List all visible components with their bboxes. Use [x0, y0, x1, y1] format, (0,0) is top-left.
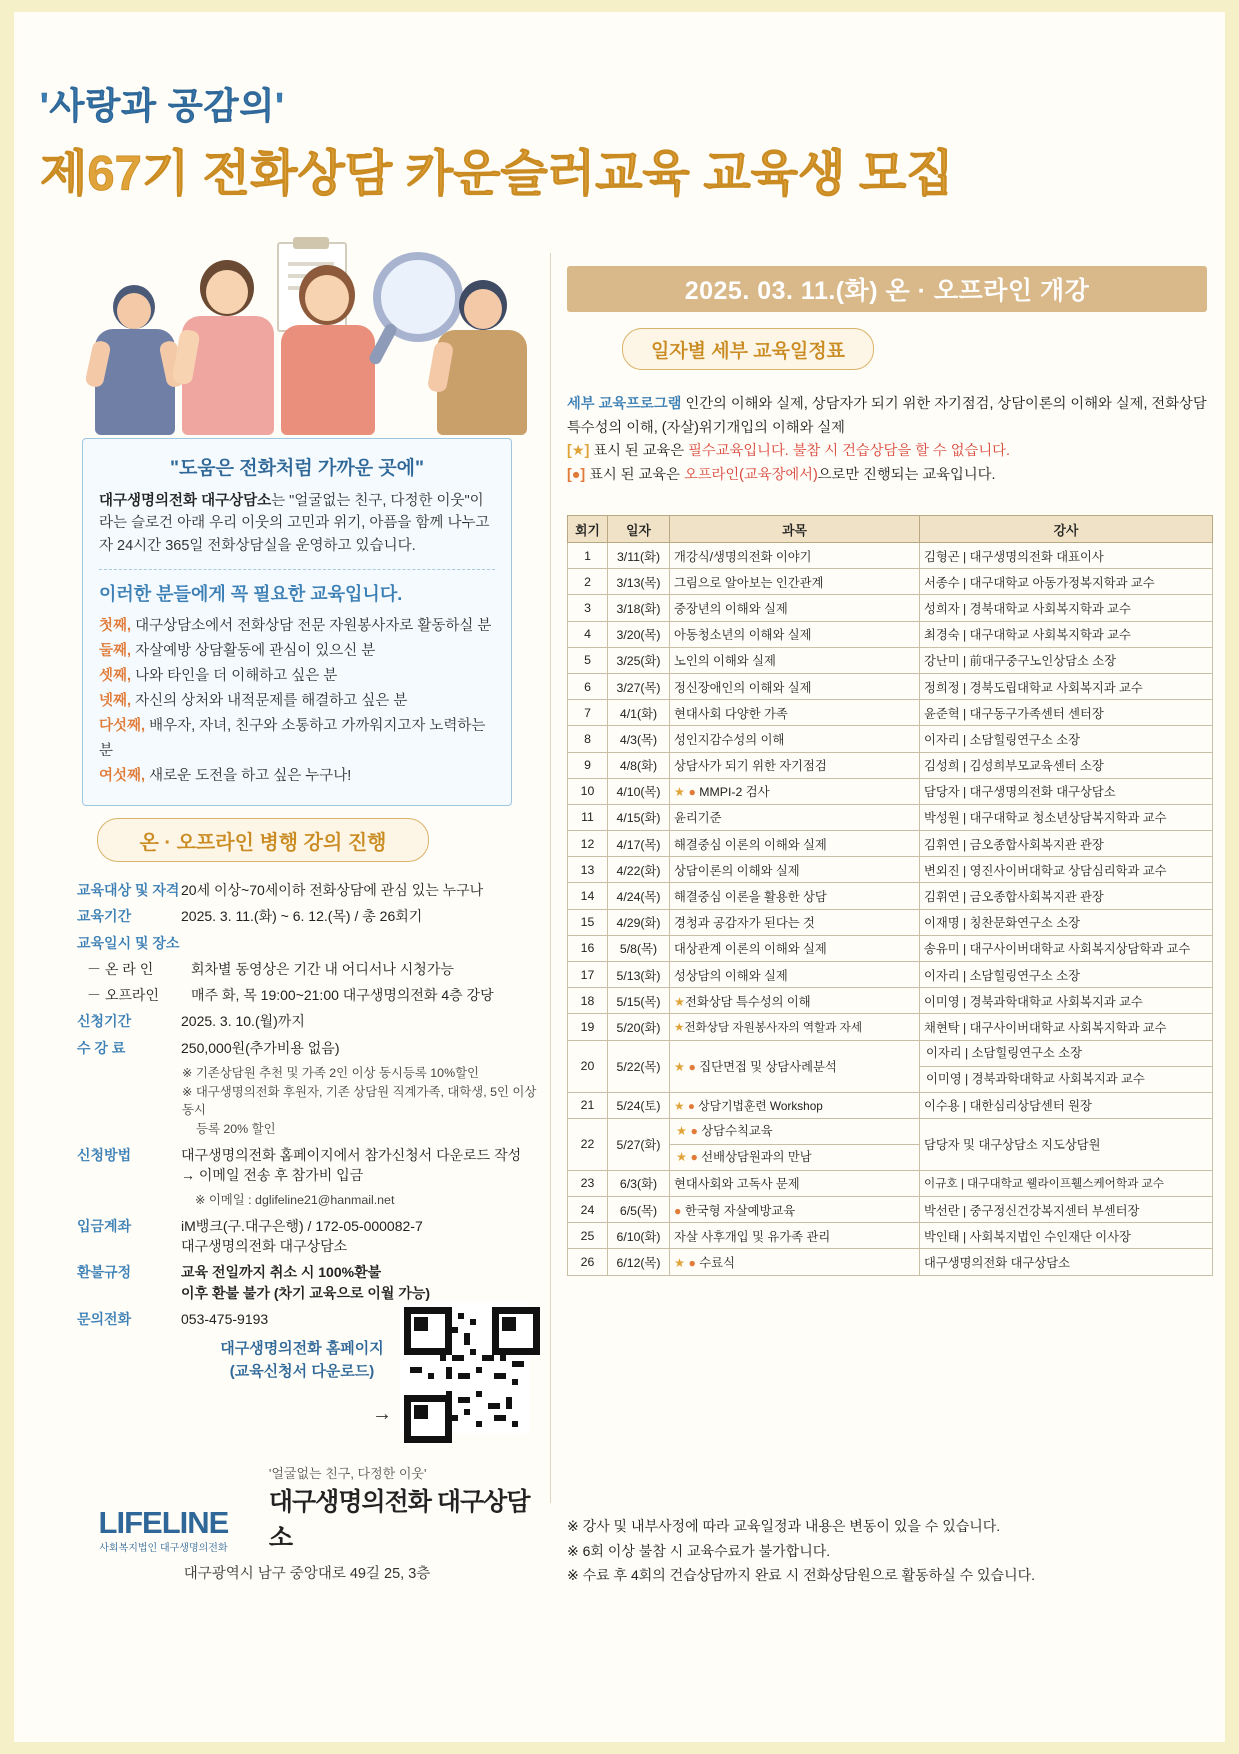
list-item-ordinal: 넷째,	[99, 693, 132, 710]
info-value: 매주 화, 목 19:00~21:00 대구생명의전화 4층 강당	[191, 987, 494, 1004]
table-row	[568, 752, 1213, 778]
list-item-text: 배우자, 자녀, 친구와 소통하고 가까워지고자 노력하는 분	[99, 718, 486, 760]
cell-subject: ★전화상담 특수성의 이해	[670, 988, 920, 1014]
cell-no: 17	[568, 962, 608, 988]
fee-notes	[182, 1064, 547, 1138]
people-illustration	[77, 230, 537, 435]
cell-subject-line2: ★ ● 선배상담원과의 만남	[676, 1149, 812, 1164]
cell-no: 5	[568, 647, 608, 673]
cell-no: 26	[568, 1249, 608, 1275]
table-row	[568, 883, 1213, 909]
cell-teacher: 박인태 | 사회복지법인 수인재단 이사장	[920, 1223, 1213, 1249]
th-teacher: 강사	[920, 516, 1213, 543]
organization-name: 대구생명의전화 대구상담소	[268, 1488, 530, 1552]
table-row	[568, 569, 1213, 595]
cell-date: 5/22(목)	[608, 1040, 670, 1092]
cell-no: 11	[568, 804, 608, 830]
table-header-row	[568, 516, 1213, 543]
cell-subject: 성인지감수성의 이해	[670, 726, 920, 752]
intro-box	[82, 438, 512, 806]
table-row	[568, 831, 1213, 857]
cell-no: 21	[568, 1092, 608, 1118]
cell-date: 4/22(화)	[608, 857, 670, 883]
th-no: 회기	[568, 516, 608, 543]
table-row	[568, 543, 1213, 569]
info-value: 2025. 3. 10.(월)까지	[181, 1013, 305, 1030]
cell-date: 5/20(화)	[608, 1014, 670, 1040]
apply-line: 대구생명의전화 홈페이지에서 참가신청서 다운로드 작성	[181, 1146, 522, 1163]
info-label: 신청방법	[77, 1146, 132, 1163]
cell-subject: 노인의 이해와 실제	[670, 647, 920, 673]
table-row	[568, 726, 1213, 752]
info-value: 250,000원(추가비용 없음)	[181, 1039, 340, 1056]
fee-note: ※ 기존상담원 추천 및 가족 2인 이상 동시등록 10%할인	[182, 1066, 480, 1081]
cell-teacher: 이자리 | 소담힐링연구소 소장	[920, 726, 1213, 752]
cell-date: 4/24(목)	[608, 883, 670, 909]
info-label: － 온 라 인	[87, 960, 154, 977]
table-row	[568, 1170, 1213, 1196]
info-value: 053-475-9193	[181, 1310, 269, 1327]
info-label: 교육일시 및 장소	[77, 934, 180, 951]
info-label: 신청기간	[77, 1013, 132, 1030]
footnote: ※ 수료 후 4회의 건습상담까지 완료 시 전화상담원으로 활동하실 수 있습니다.	[567, 1567, 1036, 1583]
intro-subtitle: 이러한 분들에게 꼭 필요한 교육입니다.	[99, 584, 403, 605]
cell-teacher-line1: 이자리 | 소담힐링연구소 소장	[920, 1041, 1212, 1067]
info-label: 교육대상 및 자격	[77, 882, 180, 898]
info-row-period	[77, 906, 547, 926]
list-item-ordinal: 셋째,	[99, 668, 132, 685]
table-row	[568, 700, 1213, 726]
illustration-person-1	[87, 285, 182, 435]
cell-date: 4/3(목)	[608, 726, 670, 752]
cell-date: 6/10(화)	[608, 1223, 670, 1249]
th-date: 일자	[608, 516, 670, 543]
cell-teacher: 강난미 | 前대구중구노인상담소 소장	[920, 647, 1213, 673]
qr-caption-line1: 대구생명의전화 홈페이지	[220, 1340, 384, 1357]
cell-subject: ★ ● 상담기법훈련 Workshop	[670, 1092, 920, 1118]
cell-date: 4/29(화)	[608, 909, 670, 935]
info-row-account	[77, 1216, 547, 1257]
logo-tagline: '얼굴없는 친구, 다정한 이웃'	[268, 1466, 427, 1481]
cell-subject: ● 한국형 자살예방교육	[670, 1196, 920, 1222]
footnotes	[567, 1514, 1217, 1588]
table-row	[568, 1196, 1213, 1222]
cell-date: 3/27(목)	[608, 673, 670, 699]
poster-header	[40, 78, 1040, 205]
cell-no: 25	[568, 1223, 608, 1249]
illustration-person-4	[429, 280, 534, 435]
cell-teacher: 이재명 | 칭찬문화연구소 소장	[920, 909, 1213, 935]
info-value: 2025. 3. 11.(화) ~ 6. 12.(목) / 총 26회기	[181, 908, 423, 925]
info-value	[181, 1145, 547, 1186]
cell-teacher: 박성원 | 대구대학교 청소년상담복지학과 교수	[920, 804, 1213, 830]
list-item-ordinal: 첫째,	[99, 618, 132, 635]
cell-subject: 자살 사후개입 및 유가족 관리	[670, 1223, 920, 1249]
list-item	[99, 639, 495, 664]
list-item-text: 나와 타인을 더 이해하고 싶은 분	[131, 668, 338, 685]
cell-subject: 해결중심 이론을 활용한 상담	[670, 883, 920, 909]
cell-no: 13	[568, 857, 608, 883]
cell-teacher: 송유미 | 대구사이버대학교 사회복지상담학과 교수	[920, 935, 1213, 961]
cell-subject: 현대사회와 고독사 문제	[670, 1170, 920, 1196]
footnote: ※ 6회 이상 불참 시 교육수료가 불가합니다.	[567, 1542, 831, 1559]
info-row-apply	[77, 1145, 547, 1186]
list-item-text: 자살예방 상담활동에 관심이 있으신 분	[131, 643, 376, 660]
info-label: 수 강 료	[77, 1039, 126, 1056]
header-line2: 제67기 전화상담 카운슬러교육 교육생 모집	[40, 147, 954, 201]
illustration-person-2	[172, 260, 282, 435]
cell-teacher: 김형곤 | 대구생명의전화 대표이사	[920, 543, 1213, 569]
cell-teacher: 채현탁 | 대구사이버대학교 사회복지학과 교수	[920, 1014, 1213, 1040]
list-item-ordinal: 다섯째,	[99, 718, 146, 735]
cell-no: 23	[568, 1170, 608, 1196]
cell-subject: 정신장애인의 이해와 실제	[670, 673, 920, 699]
table-row	[568, 962, 1213, 988]
table-row	[568, 857, 1213, 883]
cell-teacher: 김휘연 | 금오종합사회복지관 관장	[920, 831, 1213, 857]
cell-teacher: 이규호 | 대구대학교 웰라이프휄스케어학과 교수	[920, 1170, 1213, 1196]
table-row	[568, 778, 1213, 804]
cell-teacher: 대구생명의전화 대구상담소	[920, 1249, 1213, 1275]
account-line: iM뱅크(구.대구은행) / 172-05-000082-7	[181, 1217, 423, 1234]
table-row	[568, 1040, 1213, 1092]
fee-note: 등록 20% 할인	[196, 1121, 276, 1136]
info-row-refund	[77, 1262, 547, 1303]
cell-date: 4/17(목)	[608, 831, 670, 857]
info-row-fee	[77, 1038, 547, 1058]
table-row	[568, 647, 1213, 673]
list-item-ordinal: 둘째,	[99, 643, 132, 660]
cell-no: 20	[568, 1040, 608, 1092]
cell-date: 3/11(화)	[608, 543, 670, 569]
info-value	[181, 1216, 547, 1257]
list-item	[99, 764, 495, 789]
table-row	[568, 673, 1213, 699]
qr-caption-line2: (교육신청서 다운로드)	[229, 1362, 375, 1380]
cell-teacher-line2: 이미영 | 경북과학대학교 사회복지과 교수	[926, 1071, 1145, 1086]
intro-body-text: 는 "얼굴없는 친구, 다정한 이웃"이라는 슬로건 아래 우리 이웃의 고민과 위기, 아픔을 함께 나누고자 24시간 365일 전화상담실을 운영하고 있습니다.	[99, 493, 490, 554]
info-row-apply-period	[77, 1011, 547, 1031]
intro-body-prefix: 대구생명의전화 대구상담소	[99, 493, 272, 509]
footnote: ※ 강사 및 내부사정에 따라 교육일정과 내용은 변동이 있을 수 있습니다.	[567, 1518, 1001, 1534]
table-row	[568, 1014, 1213, 1040]
cell-teacher: 김성희 | 김성희부모교육센터 소장	[920, 752, 1213, 778]
cell-teacher: 이수용 | 대한심리상담센터 원장	[920, 1092, 1213, 1118]
fee-note: ※ 대구생명의전화 후원자, 기존 상담원 직계가족, 대학생, 5인 이상 동시	[182, 1084, 537, 1118]
apply-line: → 이메일 전송 후 참가비 입금	[181, 1166, 364, 1183]
cell-date: 6/5(목)	[608, 1196, 670, 1222]
cell-subject: 그림으로 알아보는 인간관계	[670, 569, 920, 595]
info-value: 20세 이상~70세이하 전화상담에 관심 있는 누구나	[181, 882, 484, 898]
cell-date: 4/8(화)	[608, 752, 670, 778]
info-value: 회차별 동영상은 기간 내 어디서나 시청가능	[191, 960, 454, 977]
cell-date: 4/1(화)	[608, 700, 670, 726]
cell-date: 6/12(목)	[608, 1249, 670, 1275]
cell-subject	[670, 1118, 920, 1170]
cell-date: 3/18(화)	[608, 595, 670, 621]
cell-subject: ★전화상담 자원봉사자의 역할과 자세	[670, 1014, 920, 1040]
cell-subject: 성상담의 이해와 실제	[670, 962, 920, 988]
cell-teacher: 변외진 | 영진사이버대학교 상담심리학과 교수	[920, 857, 1213, 883]
cell-teacher: 성희자 | 경북대학교 사회복지학과 교수	[920, 595, 1213, 621]
list-item-text: 새로운 도전을 하고 싶은 누구나!	[145, 768, 352, 785]
illustration-person-3	[267, 265, 387, 435]
table-row	[568, 1092, 1213, 1118]
lifeline-wordmark: LIFELINE	[98, 1505, 229, 1540]
cell-teacher: 박선란 | 중구정신건강복지센터 부센터장	[920, 1196, 1213, 1222]
schedule-table-body	[568, 543, 1213, 1276]
cell-subject: ★ ● MMPI-2 검사	[670, 778, 920, 804]
target-list	[99, 614, 495, 789]
cell-no: 15	[568, 909, 608, 935]
qr-caption	[197, 1338, 407, 1383]
footer-logo	[72, 1463, 542, 1583]
cell-subject: 상담사가 되기 위한 자기점검	[670, 752, 920, 778]
cell-no: 22	[568, 1118, 608, 1170]
cell-no: 24	[568, 1196, 608, 1222]
list-item	[99, 689, 495, 714]
info-row-when	[77, 933, 547, 953]
info-value	[181, 1262, 547, 1303]
left-section-title: 온 · 오프라인 병행 강의 진행	[97, 818, 429, 862]
info-label: 문의전화	[77, 1310, 132, 1327]
cell-date: 3/13(목)	[608, 569, 670, 595]
cell-subject: 경청과 공감자가 된다는 것	[670, 909, 920, 935]
cell-no: 3	[568, 595, 608, 621]
schedule-title-pill: 일자별 세부 교육일정표	[622, 328, 874, 370]
cell-no: 12	[568, 831, 608, 857]
table-row	[568, 804, 1213, 830]
list-item	[99, 664, 495, 689]
open-date-banner: 2025. 03. 11.(화) 온 · 오프라인 개강	[567, 266, 1207, 312]
info-label: － 오프라인	[87, 987, 159, 1004]
cell-date: 4/10(목)	[608, 778, 670, 804]
cell-no: 1	[568, 543, 608, 569]
organization-address: 대구광역시 남구 중앙대로 49길 25, 3층	[183, 1566, 431, 1582]
table-row	[568, 909, 1213, 935]
info-label: 환불규정	[77, 1264, 132, 1281]
list-item	[99, 714, 495, 764]
account-line: 대구생명의전화 대구상담소	[181, 1238, 348, 1255]
cell-no: 7	[568, 700, 608, 726]
info-label: 입금계좌	[77, 1217, 132, 1234]
cell-subject-line1: ★ ● 상담수칙교육	[670, 1119, 919, 1145]
th-subject: 과목	[670, 516, 920, 543]
email-note: ※ 이메일 : dglifeline21@hanmail.net	[195, 1193, 395, 1208]
table-row	[568, 935, 1213, 961]
note-dot: [●] 표시 된 교육은 오프라인(교육장에서)으로만 진행되는 교육입니다.	[567, 466, 996, 483]
info-label: 교육기간	[77, 908, 132, 925]
cell-subject: 아동청소년의 이해와 실제	[670, 621, 920, 647]
table-row	[568, 1118, 1213, 1170]
course-info	[77, 880, 547, 1335]
list-item-ordinal: 여섯째,	[99, 768, 146, 785]
list-item-text: 대구상담소에서 전화상담 전문 자원봉사자로 활동하실 분	[131, 618, 492, 635]
cell-subject: ★ ● 수료식	[670, 1249, 920, 1275]
cell-no: 4	[568, 621, 608, 647]
info-row-target	[77, 880, 547, 900]
lifeline-subtext: 사회복지법인 대구생명의전화	[99, 1543, 228, 1554]
info-value	[181, 933, 547, 953]
info-row-offline	[87, 985, 547, 1005]
cell-no: 19	[568, 1014, 608, 1040]
divider	[99, 569, 495, 570]
cell-date: 5/13(화)	[608, 962, 670, 988]
cell-no: 6	[568, 673, 608, 699]
cell-teacher: 김휘연 | 금오종합사회복지관 관장	[920, 883, 1213, 909]
list-item	[99, 614, 495, 639]
desc-label: 세부 교육프로그램	[567, 396, 682, 412]
desc-text: 인간의 이해와 실제, 상담자가 되기 위한 자기점검, 상담이론의 이해와 실제, 전화상담 특수성의 이해, (자살)위기개입의 이해와 실제	[567, 396, 1207, 436]
cell-subject: 현대사회 다양한 가족	[670, 700, 920, 726]
note-star: [★] 표시 된 교육은 필수교육입니다. 불참 시 건습상담을 할 수 없습니다.	[567, 443, 1010, 460]
column-divider	[550, 253, 551, 1503]
info-row-online	[87, 959, 547, 979]
cell-subject: 해결중심 이론의 이해와 실제	[670, 831, 920, 857]
cell-date: 5/27(화)	[608, 1118, 670, 1170]
refund-line: 이후 환불 불가 (차기 교육으로 이월 가능)	[181, 1284, 431, 1301]
cell-subject: ★ ● 집단면접 및 상담사례분석	[670, 1040, 920, 1092]
cell-subject: 중장년의 이해와 실제	[670, 595, 920, 621]
schedule-description	[567, 393, 1212, 487]
table-row	[568, 1223, 1213, 1249]
cell-subject: 대상관계 이론의 이해와 실제	[670, 935, 920, 961]
schedule-table	[567, 515, 1213, 1276]
cell-no: 14	[568, 883, 608, 909]
refund-line: 교육 전일까지 취소 시 100%환불	[181, 1264, 382, 1281]
cell-teacher: 담당자 | 대구생명의전화 대구상담소	[920, 778, 1213, 804]
cell-date: 3/25(화)	[608, 647, 670, 673]
cell-date: 5/8(목)	[608, 935, 670, 961]
intro-quote: "도움은 전화처럼 가까운 곳에"	[169, 458, 425, 479]
cell-subject: 윤리기준	[670, 804, 920, 830]
cell-teacher: 이자리 | 소담힐링연구소 소장	[920, 962, 1213, 988]
poster-inner	[22, 18, 1217, 1736]
cell-no: 2	[568, 569, 608, 595]
cell-teacher: 이미영 | 경북과학대학교 사회복지과 교수	[920, 988, 1213, 1014]
cell-teacher	[920, 1040, 1213, 1092]
table-row	[568, 988, 1213, 1014]
cell-date: 5/24(토)	[608, 1092, 670, 1118]
cell-subject: 상담이론의 이해와 실제	[670, 857, 920, 883]
cell-teacher: 최경숙 | 대구대학교 사회복지학과 교수	[920, 621, 1213, 647]
cell-no: 18	[568, 988, 608, 1014]
cell-teacher: 윤준혁 | 대구동구가족센터 센터장	[920, 700, 1213, 726]
table-row	[568, 1249, 1213, 1275]
cell-date: 6/3(화)	[608, 1170, 670, 1196]
qr-arrow-icon: →	[372, 1403, 392, 1425]
cell-date: 5/15(목)	[608, 988, 670, 1014]
cell-no: 10	[568, 778, 608, 804]
cell-no: 8	[568, 726, 608, 752]
qr-code	[400, 1303, 530, 1433]
cell-subject: 개강식/생명의전화 이야기	[670, 543, 920, 569]
cell-date: 3/20(목)	[608, 621, 670, 647]
cell-date: 4/15(화)	[608, 804, 670, 830]
intro-body	[99, 490, 495, 557]
header-line1: '사랑과 공감의'	[40, 85, 285, 126]
cell-teacher: 서종수 | 대구대학교 아동가정복지학과 교수	[920, 569, 1213, 595]
cell-no: 9	[568, 752, 608, 778]
cell-teacher: 정희정 | 경북도립대학교 사회복지과 교수	[920, 673, 1213, 699]
table-row	[568, 621, 1213, 647]
list-item-text: 자신의 상처와 내적문제를 해결하고 싶은 분	[131, 693, 408, 710]
table-row	[568, 595, 1213, 621]
cell-teacher: 담당자 및 대구상담소 지도상담원	[920, 1118, 1213, 1170]
cell-no: 16	[568, 935, 608, 961]
